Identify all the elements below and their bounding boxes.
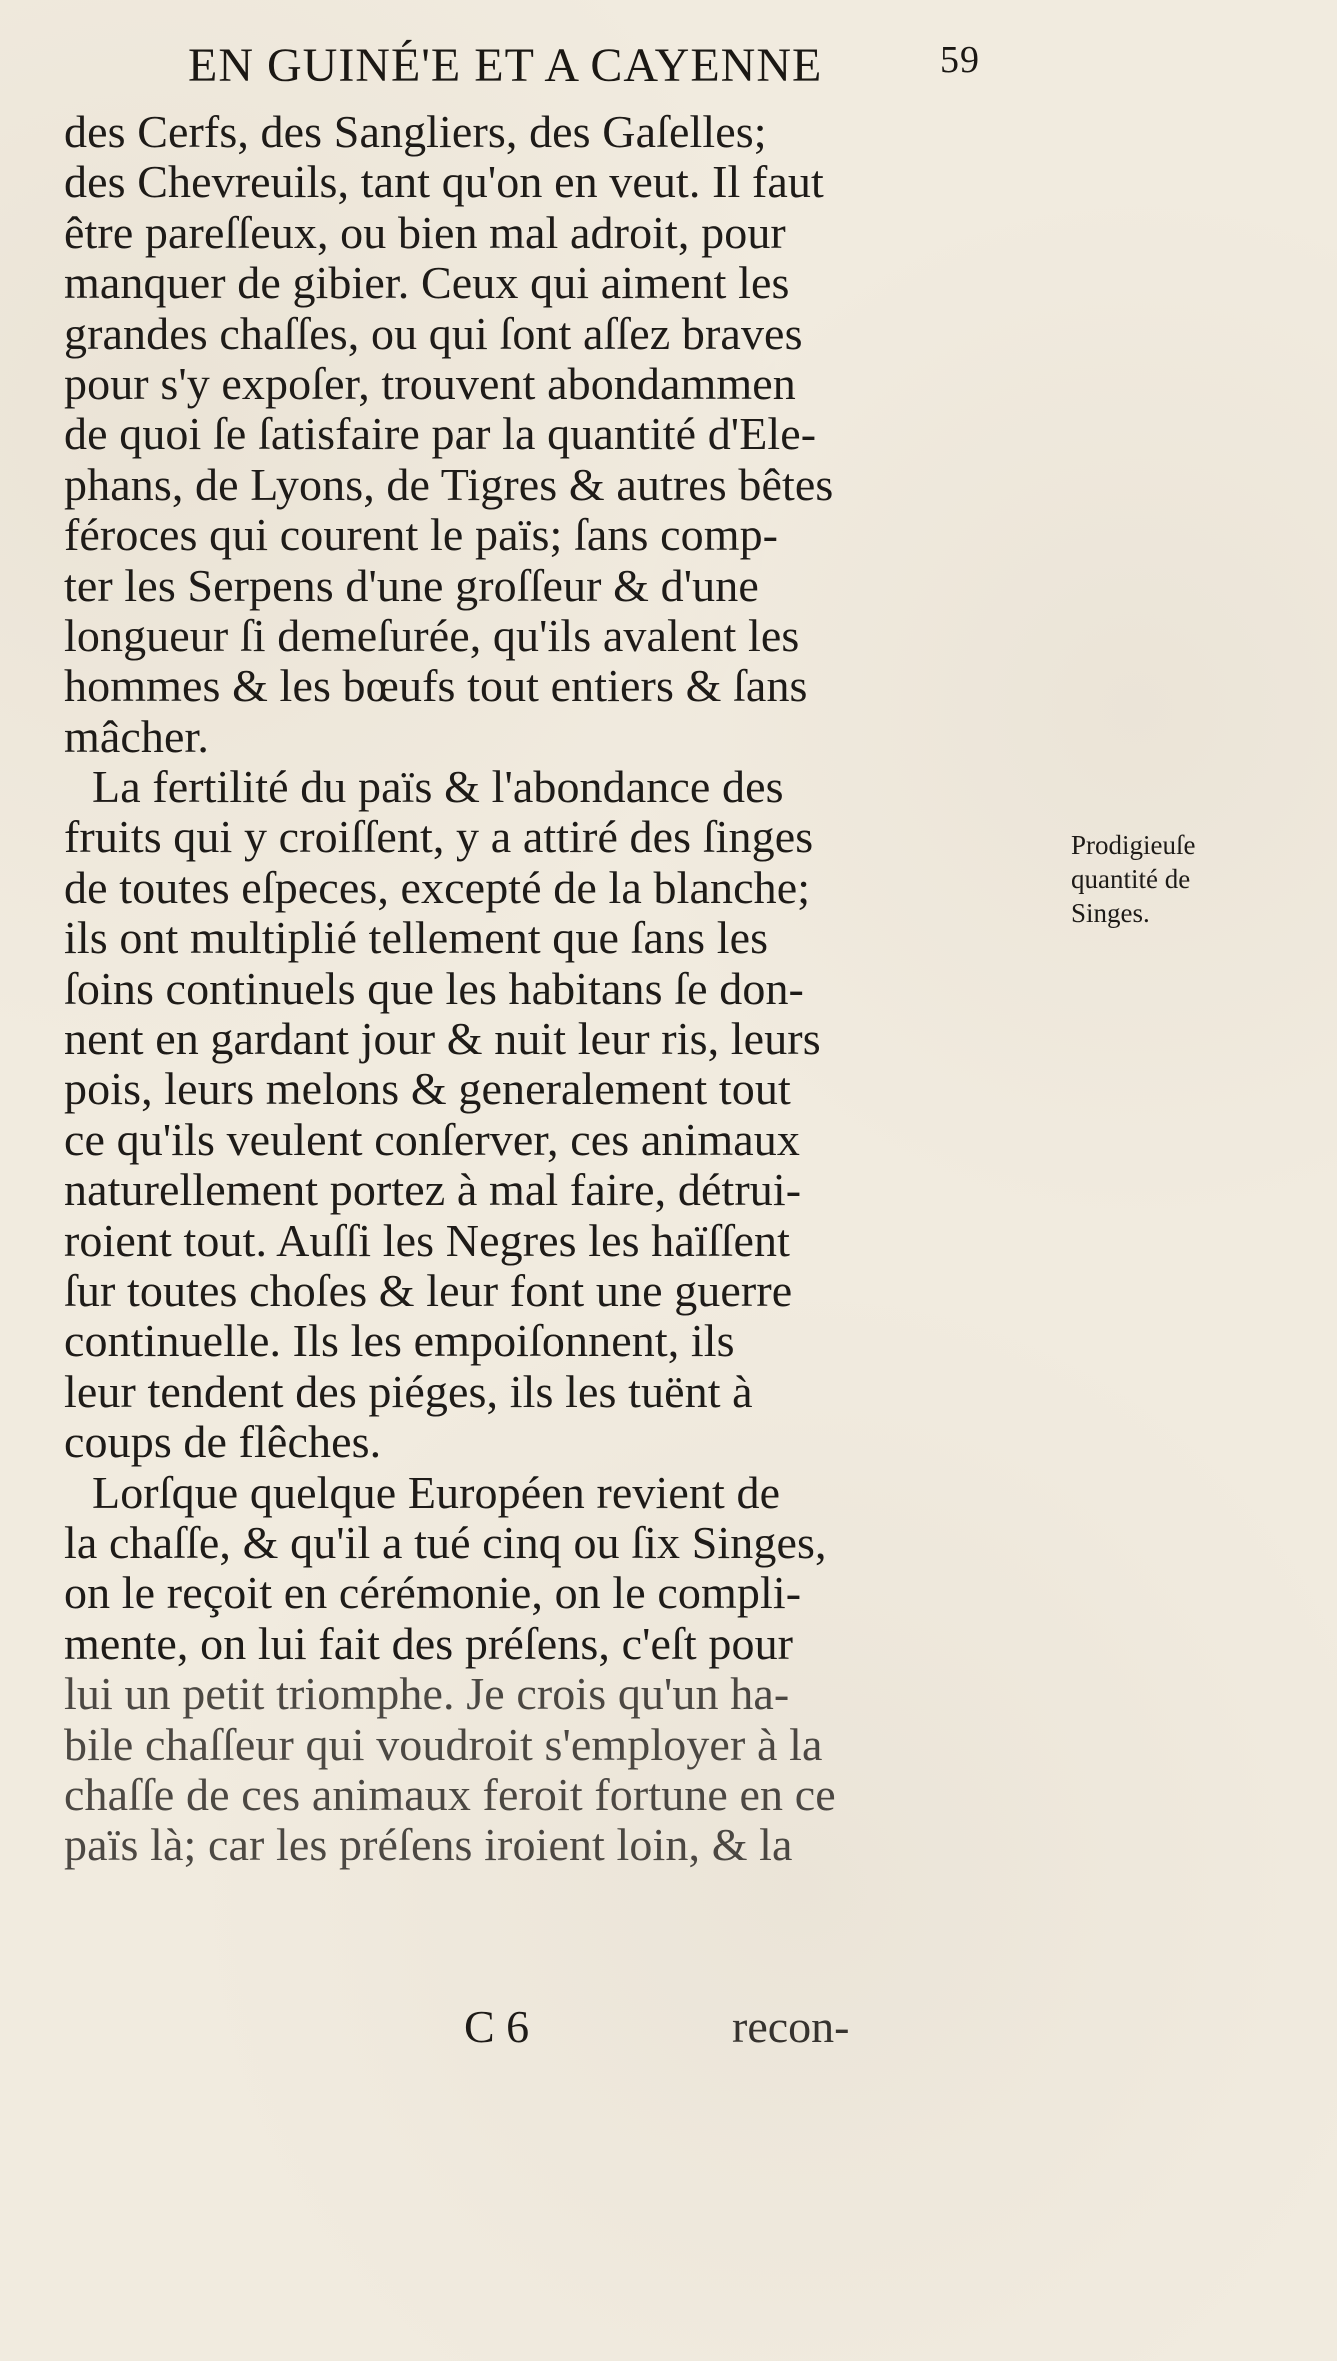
text-line-14: La fertilité du païs & l'abondance des <box>92 761 784 813</box>
text-line-23: roient tout. Auſſi les Negres les haïſſent <box>64 1214 791 1266</box>
text-line-31: mente, on lui fait des préſens, c'eſt pour <box>64 1617 794 1669</box>
text-line-05: grandes chaſſes, ou qui ſont aſſez braves <box>64 307 803 359</box>
page-number: 59 <box>940 39 980 81</box>
text-line-07: de quoi ſe ſatisfaire par la quantité d'Ele- <box>64 408 817 460</box>
text-line-17: ils ont multiplié tellement que ſans les <box>64 912 769 964</box>
text-line-10: ter les Serpens d'une groſſeur & d'une <box>64 559 759 611</box>
text-line-09: féroces qui courent le païs; ſans comp- <box>64 509 779 561</box>
text-line-06: pour s'y expoſer, trouvent abondammen <box>64 357 796 409</box>
running-head <box>188 38 1088 108</box>
text-line-33: bile chaſſeur qui voudroit s'employer à la <box>64 1718 823 1770</box>
text-line-26: leur tendent des piéges, ils les tuënt à <box>64 1365 753 1417</box>
text-line-28: Lorſque quelque Européen revient de <box>92 1466 781 1518</box>
text-line-29: la chaſſe, & qu'il a tué cinq ou ſix Singes, <box>64 1516 827 1568</box>
text-line-12: hommes & les bœufs tout entiers & ſans <box>64 660 808 712</box>
text-line-21: ce qu'ils veulent conſerver, ces animaux <box>64 1113 800 1165</box>
margin-note-line-1: Prodigieuſe <box>1071 830 1196 860</box>
text-line-13: mâcher. <box>64 710 210 762</box>
main-text-block <box>64 107 1074 1871</box>
text-line-20: pois, leurs melons & generalement tout <box>64 1063 791 1115</box>
text-line-04: manquer de gibier. Ceux qui aiment les <box>64 257 790 309</box>
margin-note <box>1071 828 1316 930</box>
text-line-16: de toutes eſpeces, excepté de la blanche; <box>64 861 811 913</box>
margin-note-line-2: quantité de <box>1071 864 1191 894</box>
text-line-02: des Chevreuils, tant qu'on en veut. Il faut <box>64 156 824 208</box>
text-line-25: continuelle. Ils les empoiſonnent, ils <box>64 1315 735 1367</box>
text-line-11: longueur ſi demeſurée, qu'ils avalent les <box>64 609 800 661</box>
text-line-24: ſur toutes choſes & leur font une guerre <box>64 1264 793 1316</box>
text-line-15: fruits qui y croiſſent, y a attiré des ſinges <box>64 811 814 863</box>
text-line-35: païs là; car les préſens iroient loin, & la <box>64 1819 793 1871</box>
text-line-18: ſoins continuels que les habitans ſe don- <box>64 962 804 1014</box>
text-line-34: chaſſe de ces animaux feroit fortune en ce <box>64 1768 836 1820</box>
text-line-32: lui un petit triomphe. Je crois qu'un ha- <box>64 1668 790 1720</box>
page-footer <box>464 2000 1064 2052</box>
signature-mark: C 6 <box>464 2001 530 2052</box>
text-line-27: coups de flêches. <box>64 1416 382 1468</box>
margin-note-line-3: Singes. <box>1071 898 1150 928</box>
text-line-30: on le reçoit en cérémonie, on le compli- <box>64 1567 802 1619</box>
text-line-22: naturellement portez à mal faire, détrui- <box>64 1164 802 1216</box>
text-line-08: phans, de Lyons, de Tigres & autres bêtes <box>64 458 834 510</box>
text-line-01: des Cerfs, des Sangliers, des Gaſelles; <box>64 106 767 157</box>
text-line-19: nent en gardant jour & nuit leur ris, leurs <box>64 1013 821 1065</box>
running-title: EN GUINÉ'E ET A CAYENNE <box>188 39 823 92</box>
catchword: recon- <box>732 2001 850 2052</box>
text-line-03: être pareſſeux, ou bien mal adroit, pour <box>64 206 786 258</box>
